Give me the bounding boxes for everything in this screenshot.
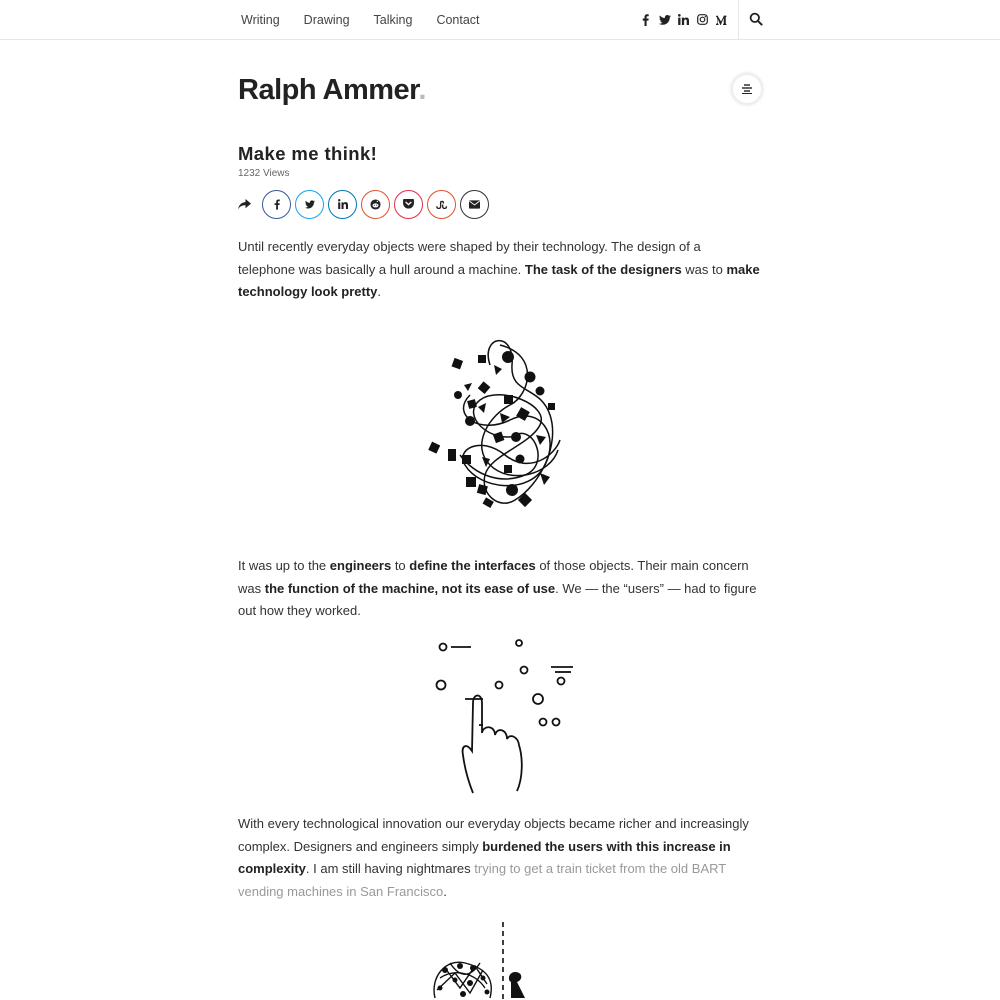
tangled-shapes-illustration <box>420 325 580 520</box>
p1-bold-2: make technology look pretty <box>238 261 760 300</box>
p3-text-3: . <box>443 883 447 899</box>
view-count: 1232 Views <box>238 168 290 179</box>
p2-bold-3: the function of the machine, not its ease of use <box>264 580 556 596</box>
site-name: Ralph Ammer <box>238 74 419 106</box>
paragraph-2 <box>238 555 760 623</box>
site-logo[interactable] <box>238 74 426 107</box>
nav-drawing[interactable]: Drawing <box>303 12 350 27</box>
main-nav <box>241 0 504 39</box>
twitter-icon[interactable] <box>655 15 674 25</box>
share-twitter-button[interactable] <box>295 190 324 219</box>
paragraph-1 <box>238 236 760 304</box>
nav-writing[interactable]: Writing <box>241 12 280 27</box>
p2-bold-2: define the interfaces <box>409 558 536 573</box>
twitter-icon <box>305 200 315 209</box>
share-facebook-button[interactable] <box>262 190 291 219</box>
nav-contact[interactable]: Contact <box>436 12 480 27</box>
share-reddit-button[interactable] <box>361 190 390 219</box>
p2-bold-1: engineers <box>329 558 392 573</box>
nav-talking[interactable]: Talking <box>373 12 413 27</box>
menu-icon <box>741 84 753 94</box>
facebook-icon[interactable] <box>636 14 655 26</box>
share-email-button[interactable] <box>460 190 489 219</box>
p1-text-1: Until recently everyday objects were shaped by their technology. The design of a telephone was basically a hull around a machine. <box>238 239 701 277</box>
stumbleupon-icon <box>436 200 448 209</box>
site-logo-dot: . <box>418 74 426 106</box>
post-title: Make me think! <box>238 143 378 164</box>
p3-text-1: With every technological innovation our everyday objects became richer and increasingly complex. Designers and engineers simply <box>238 816 749 854</box>
p3-bold-1: burdened the users with this increase in complexity <box>238 838 731 877</box>
bart-vending-link[interactable]: trying to get a train ticket from the old BART vending machines in San Francisco <box>238 861 726 899</box>
p1-bold-1: The task of the designers <box>524 261 682 277</box>
linkedin-icon <box>338 199 348 209</box>
reddit-icon <box>370 199 381 210</box>
share-pocket-button[interactable] <box>394 190 423 219</box>
hand-pointing-illustration <box>425 633 585 801</box>
p3-text-2: . I am still having nightmares <box>305 861 475 877</box>
p2-text-1: It was up to the <box>238 558 330 573</box>
p2-text-2: to <box>391 558 410 573</box>
tangled-network-illustration <box>415 918 555 1000</box>
facebook-icon <box>274 199 280 210</box>
header-divider <box>738 0 739 39</box>
email-icon <box>469 200 480 209</box>
search-icon[interactable] <box>749 12 763 31</box>
paragraph-3 <box>238 813 760 903</box>
social-links <box>636 0 731 39</box>
menu-button[interactable] <box>731 73 763 105</box>
share-icon <box>238 199 258 210</box>
share-bar <box>238 189 493 219</box>
share-stumbleupon-button[interactable] <box>427 190 456 219</box>
instagram-icon[interactable] <box>693 14 712 25</box>
p1-text-2: was to <box>681 261 727 277</box>
share-linkedin-button[interactable] <box>328 190 357 219</box>
top-bar <box>0 0 1000 40</box>
pocket-icon <box>403 199 414 209</box>
p2-text-3: of those objects. Their main concern was <box>238 558 749 596</box>
medium-icon[interactable] <box>712 15 731 25</box>
p1-text-3: . <box>377 284 382 300</box>
linkedin-icon[interactable] <box>674 14 693 25</box>
p2-text-4: . We — the “users” — had to figure out how they worked. <box>238 580 757 619</box>
